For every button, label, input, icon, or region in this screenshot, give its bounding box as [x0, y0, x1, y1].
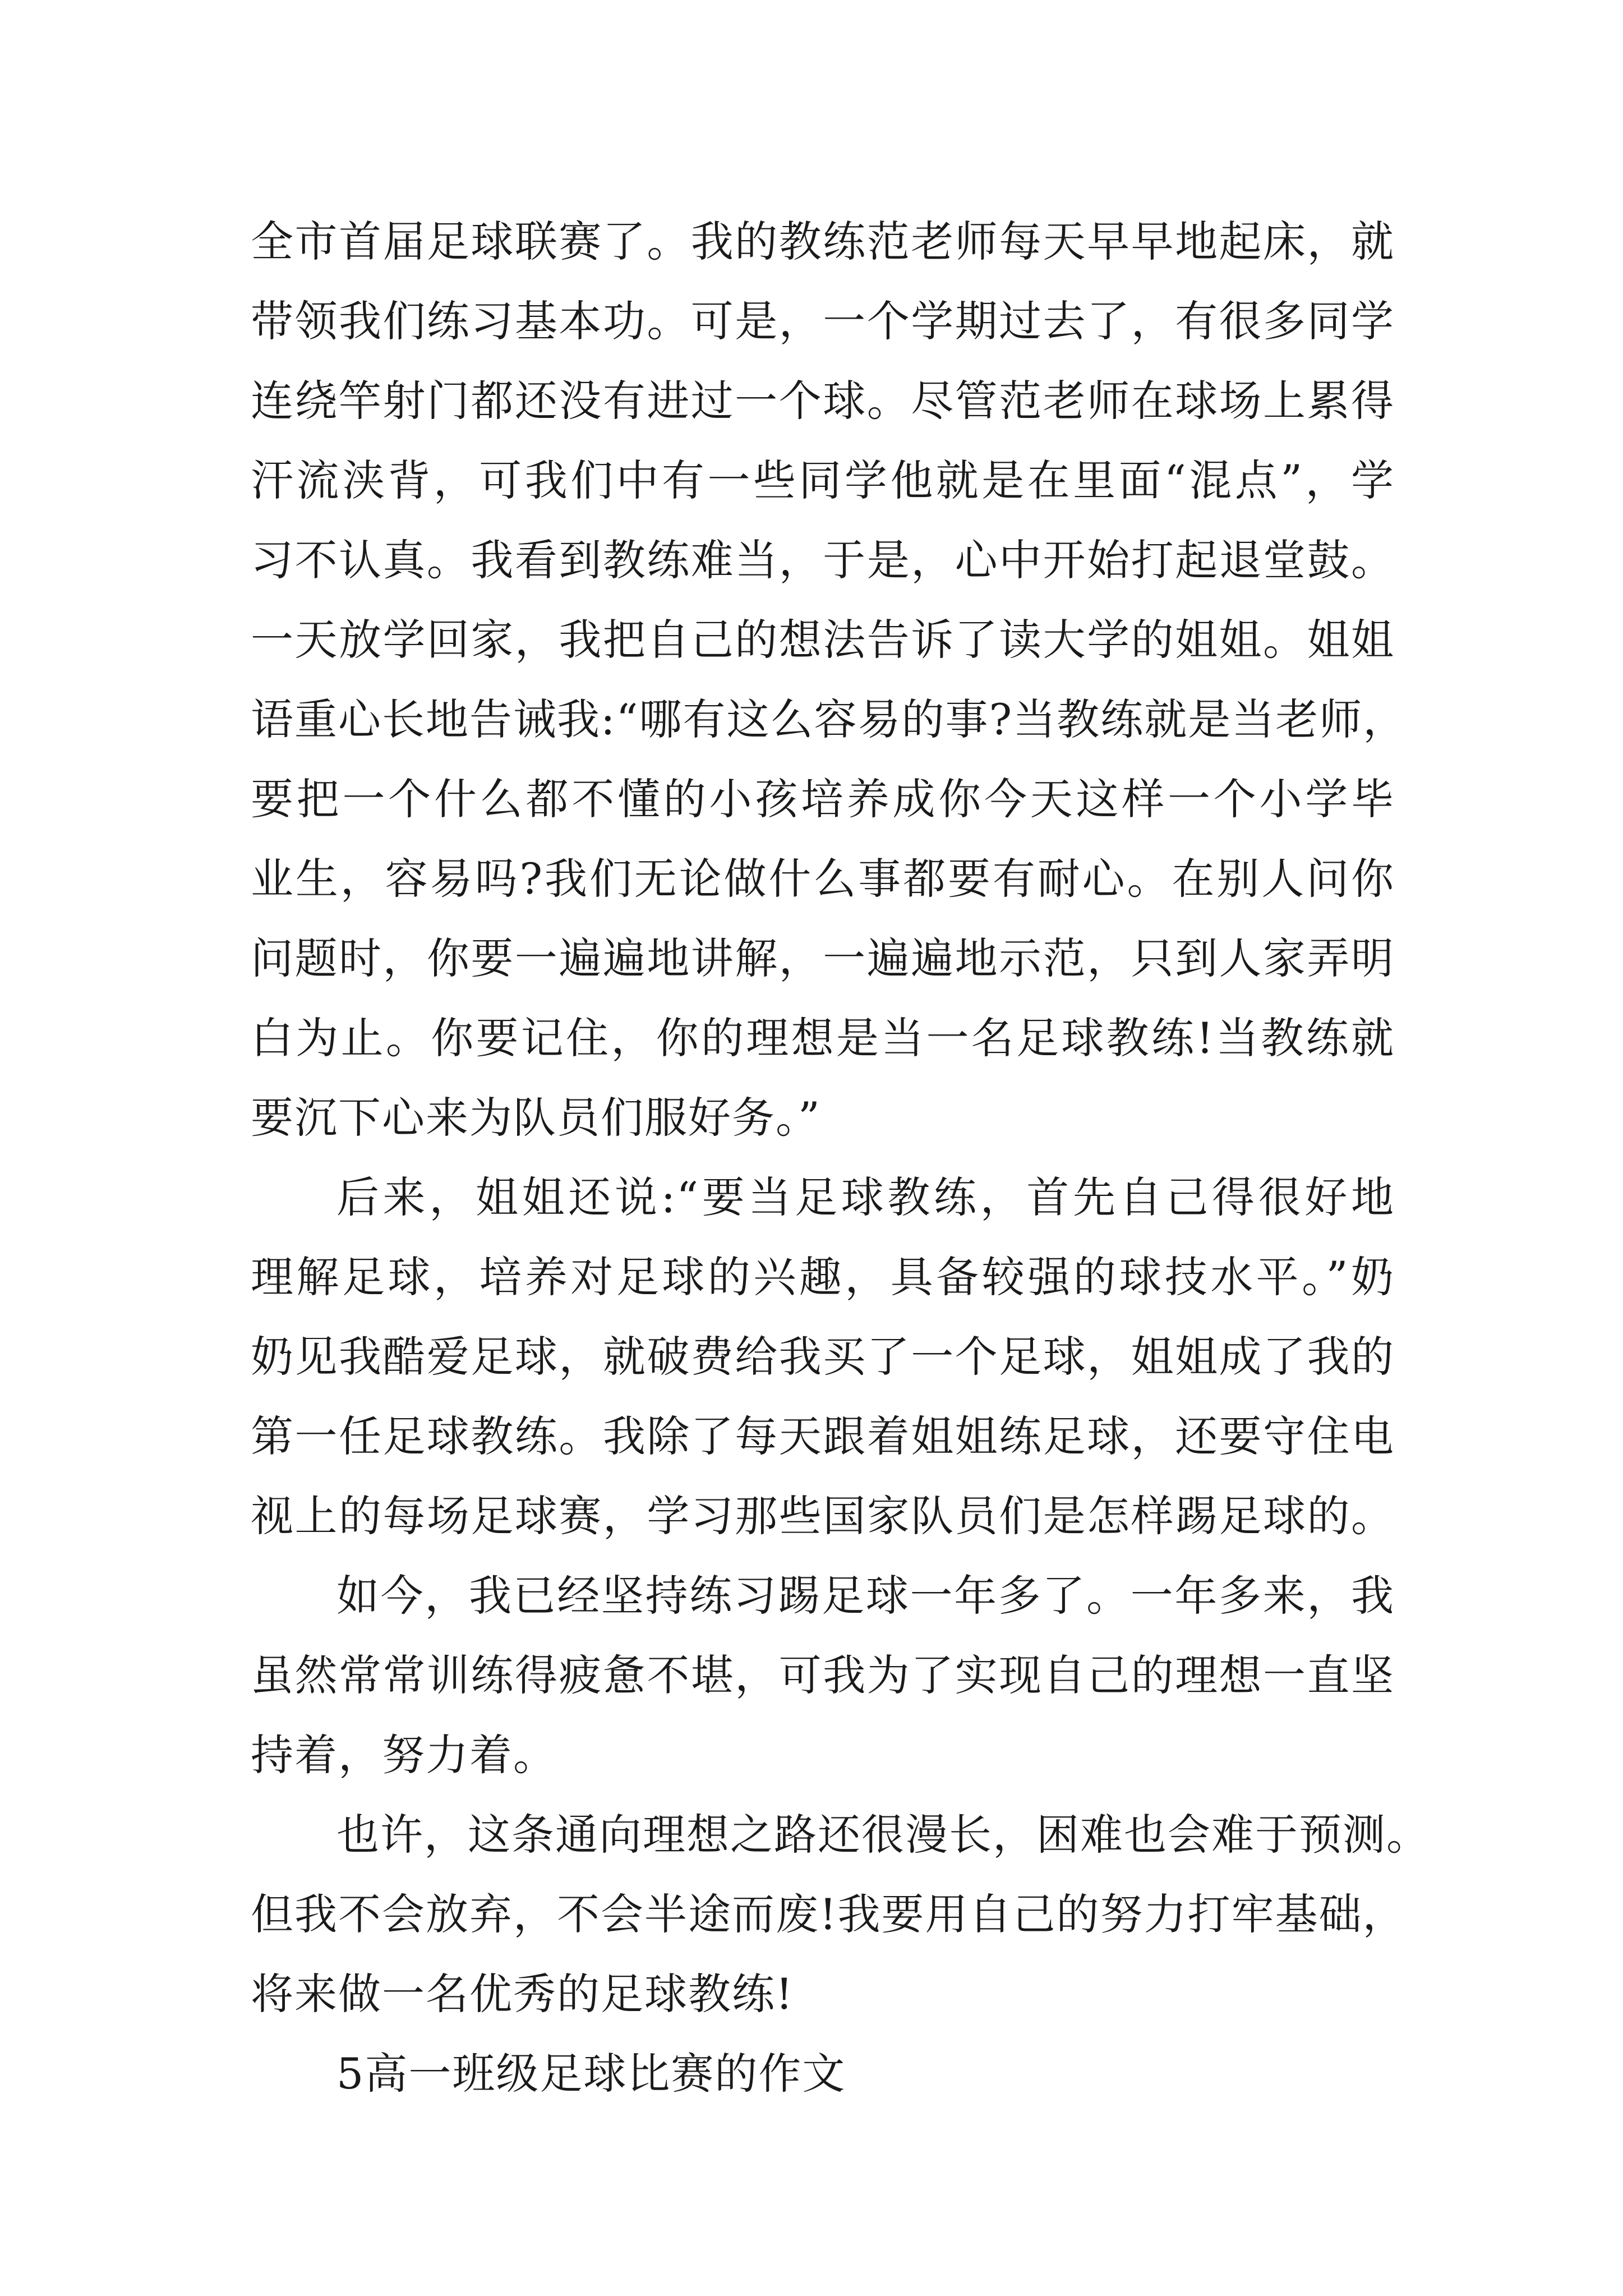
text-line: 要把一个什么都不懂的小孩培养成你今天这样一个小学毕: [251, 774, 1395, 824]
text-line: 白为止。你要记住，你的理想是当一名足球教练!当教练就: [251, 1013, 1395, 1063]
text-line: 持着，努力着。: [251, 1730, 557, 1780]
text-line: 汗流浃背，可我们中有一些同学他就是在里面“混点”，学: [251, 455, 1395, 505]
text-line: 要沉下心来为队员们服好务。”: [251, 1093, 821, 1143]
text-line: 理解足球，培养对足球的兴趣，具备较强的球技水平。”奶: [251, 1252, 1395, 1302]
paragraph-first-line: 也许，这条通向理想之路还很漫长，困难也会难于预测。: [336, 1810, 1430, 1860]
text-line: 全市首届足球联赛了。我的教练范老师每天早早地起床，就: [251, 217, 1395, 266]
text-line: 第一任足球教练。我除了每天跟着姐姐练足球，还要守住电: [251, 1411, 1395, 1461]
section-heading: 5高一班级足球比赛的作文: [336, 2049, 846, 2099]
text-line: 将来做一名优秀的足球教练!: [251, 1969, 794, 2019]
text-line: 习不认真。我看到教练难当，于是，心中开始打起退堂鼓。: [251, 535, 1395, 585]
text-line: 视上的每场足球赛，学习那些国家队员们是怎样踢足球的。: [251, 1491, 1395, 1541]
text-line: 业生，容易吗?我们无论做什么事都要有耐心。在别人问你: [251, 854, 1395, 904]
text-line: 但我不会放弃，不会半途而废!我要用自己的努力打牢基础，: [251, 1889, 1407, 1939]
paragraph-first-line: 后来，姐姐还说:“要当足球教练，首先自己得很好地: [336, 1172, 1395, 1222]
text-line: 虽然常常训练得疲惫不堪，可我为了实现自己的理想一直坚: [251, 1650, 1395, 1700]
paragraph-first-line: 如今，我已经坚持练习踢足球一年多了。一年多来，我: [336, 1571, 1395, 1621]
text-line: 带领我们练习基本功。可是，一个学期过去了，有很多同学: [251, 296, 1395, 346]
text-line: 语重心长地告诫我:“哪有这么容易的事?当教练就是当老师，: [251, 694, 1407, 744]
text-line: 奶见我酷爱足球，就破费给我买了一个足球，姐姐成了我的: [251, 1332, 1395, 1382]
text-line: 连绕竿射门都还没有进过一个球。尽管范老师在球场上累得: [251, 376, 1395, 426]
text-line: 一天放学回家，我把自己的想法告诉了读大学的姐姐。姐姐: [251, 615, 1395, 665]
text-line: 问题时，你要一遍遍地讲解，一遍遍地示范，只到人家弄明: [251, 933, 1395, 983]
